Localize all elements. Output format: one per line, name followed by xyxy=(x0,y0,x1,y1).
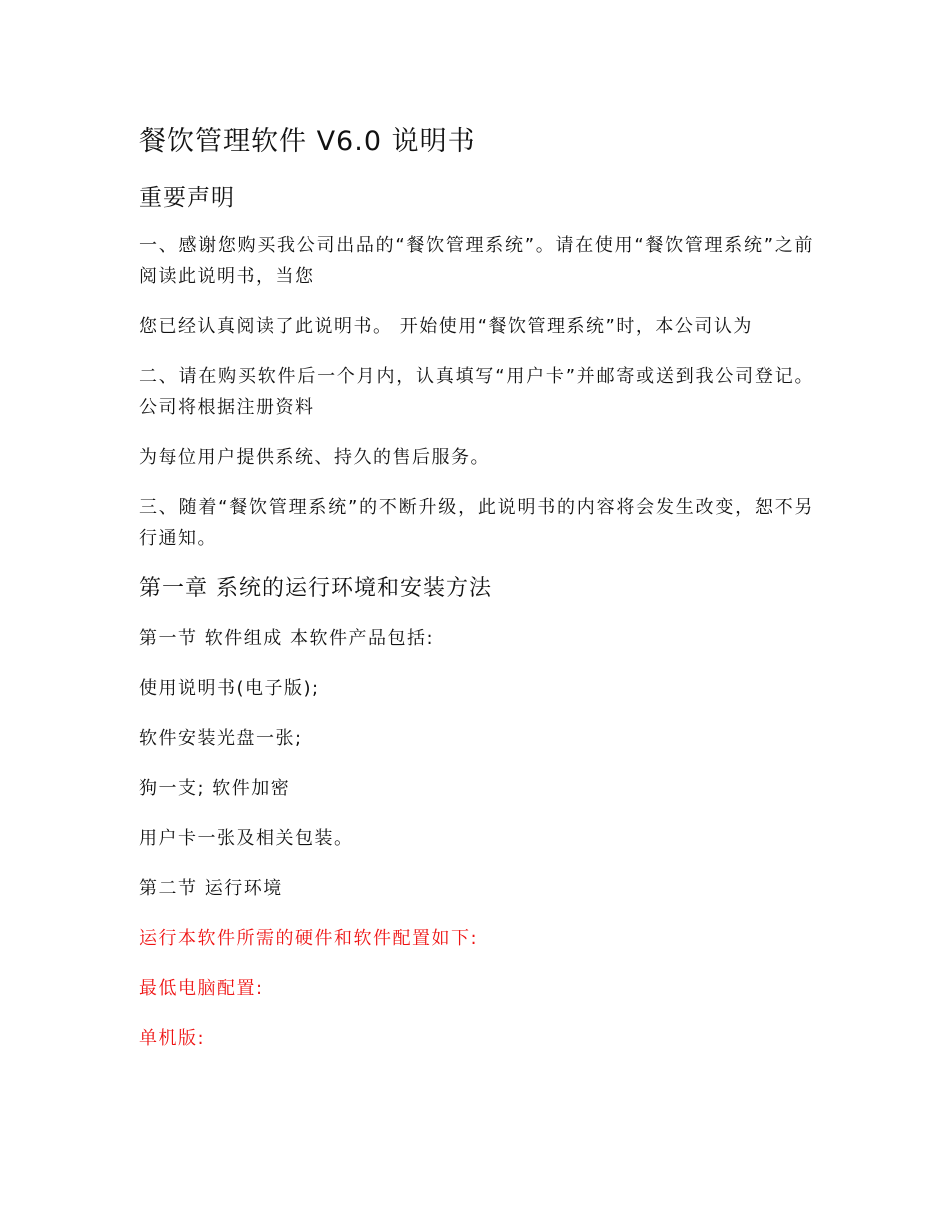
red-line-standalone: 单机版: xyxy=(139,1028,206,1049)
red-line-min-config: 最低电脑配置: xyxy=(139,978,264,999)
section1-line-2: 使用说明书(电子版); xyxy=(139,678,320,699)
section-heading-statement: 重要声明 xyxy=(139,185,235,211)
document-title: 餐饮管理软件 V6.0 说明书 xyxy=(139,126,476,157)
document-content xyxy=(139,122,814,1073)
paragraph-1: 一、感谢您购买我公司出品的“餐饮管理系统”。请在使用“餐饮管理系统”之前阅读此说明书，当您 xyxy=(139,235,814,287)
paragraph-4: 为每位用户提供系统、持久的售后服务。 xyxy=(139,447,490,468)
section1-line-1: 第一节 软件组成 本软件产品包括: xyxy=(139,628,435,649)
section2-heading: 第二节 运行环境 xyxy=(139,878,283,899)
section1-line-4: 狗一支; 软件加密 xyxy=(139,778,291,799)
chapter-heading: 第一章 系统的运行环境和安装方法 xyxy=(139,576,492,601)
red-line-hardware-config: 运行本软件所需的硬件和软件配置如下: xyxy=(139,928,479,949)
section1-line-3: 软件安装光盘一张; xyxy=(139,728,303,749)
paragraph-2: 您已经认真阅读了此说明书。 开始使用“餐饮管理系统”时，本公司认为 xyxy=(139,316,753,337)
paragraph-5: 三、随着“餐饮管理系统”的不断升级，此说明书的内容将会发生改变，恕不另行通知。 xyxy=(139,497,814,549)
section1-line-5: 用户卡一张及相关包装。 xyxy=(139,828,354,849)
paragraph-3: 二、请在购买软件后一个月内，认真填写“用户卡”并邮寄或送到我公司登记。公司将根据注册资料 xyxy=(139,366,814,418)
